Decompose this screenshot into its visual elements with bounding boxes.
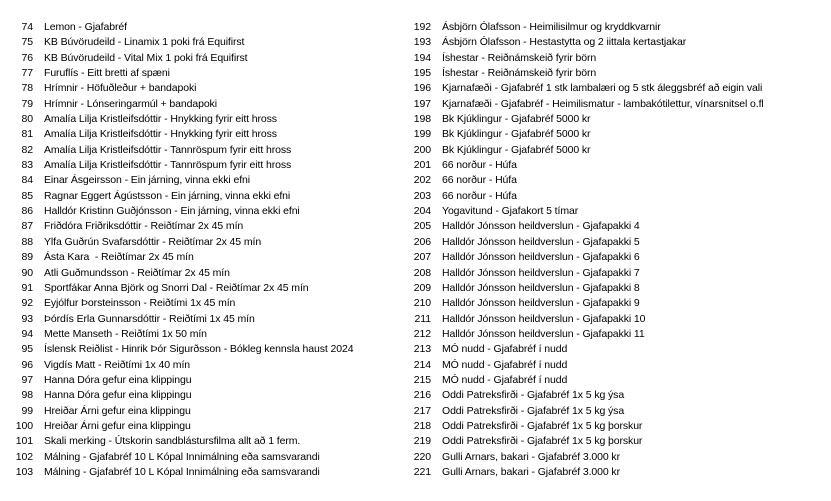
item-number: 77 [21,67,33,80]
list-item [0,112,354,127]
item-number: 192 [413,21,431,33]
item-text: MÓ nudd - Gjafabréf í nudd [442,343,568,356]
list-item [398,189,764,204]
item-text: Vigdís Matt - Reiðtími 1x 40 mín [44,358,190,371]
item-text: Skali merking - Útskorin sandblástursfilma allt að 1 ferm. [44,435,301,448]
list-item [0,51,354,66]
list-item [0,127,354,142]
item-number: 99 [21,404,33,417]
item-text: Halldór Jónsson heildverslun - Gjafapakki 11 [442,327,645,340]
list-item [0,266,354,281]
item-text: Íshestar - Reiðnámskeið fyrir börn [442,67,597,80]
list-item [0,204,354,219]
item-text: KB Búvörudeild - Linamix 1 poki frá Equifirst [44,36,245,49]
item-number: 217 [413,404,431,417]
item-text: Amalía Lilja Kristleifsdóttir - Tannröspum fyrir eitt hross [44,159,292,172]
item-text: Oddi Patreksfirði - Gjafabréf 1x 5 kg þorskur [442,435,643,448]
list-item [398,112,764,127]
list-item [398,204,764,219]
item-text: Ásta Kara - Reiðtímar 2x 45 mín [44,251,194,264]
item-number: 216 [413,389,431,402]
list-item [398,81,764,96]
item-number: 80 [21,113,33,126]
item-number: 219 [413,435,431,448]
list-item [0,342,354,357]
list-item [0,158,354,173]
list-item [398,20,764,35]
item-number: 83 [21,159,33,172]
list-item [398,219,764,234]
list-item [398,434,764,449]
item-number: 210 [413,297,431,310]
item-text: Mette Manseth - Reiðtími 1x 50 mín [44,327,207,340]
list-item [398,158,764,173]
list-item [0,20,354,35]
list-item [0,66,354,81]
item-number: 84 [21,174,33,187]
list-column-right [398,20,764,480]
item-text: Halldór Kristinn Guðjónsson - Ein járning, vinna ekki efni [44,205,300,218]
item-text: Friðdóra Friðriksdóttir - Reiðtímar 2x 45 mín [44,220,244,233]
item-number: 92 [21,297,33,310]
list-item [398,419,764,434]
list-item [0,388,354,403]
item-text: Lemon - Gjafabréf [44,21,127,33]
list-column-left [0,20,354,480]
list-item [398,404,764,419]
item-text: Ásbjörn Ólafsson - Heimilisilmur og kryddkvarnir [442,21,661,33]
list-item [0,97,354,112]
item-text: Ragnar Eggert Ágústsson - Ein járning, vinna ekki efni [44,189,291,202]
list-item [0,35,354,50]
list-item [398,388,764,403]
item-text: Íslensk Reiðlist - Hinrik Þór Sigurðsson - Bókleg kennsla haust 2024 [44,343,354,356]
item-text: Hanna Dóra gefur eina klippingu [44,389,192,402]
item-text: Halldór Jónsson heildverslun - Gjafapakki 8 [442,281,640,294]
item-number: 86 [21,205,33,218]
item-number: 203 [413,189,431,202]
item-text: Ásbjörn Ólafsson - Hestastytta og 2 iittala kertastjakar [442,36,687,49]
list-item [398,342,764,357]
item-text: Hreiðar Árni gefur eina klippingu [44,404,191,417]
item-text: Yogavitund - Gjafakort 5 tímar [442,205,579,218]
list-item [398,450,764,465]
list-item [0,173,354,188]
item-number: 202 [413,174,431,187]
item-number: 193 [413,36,431,49]
list-item [0,250,354,265]
list-item [398,312,764,327]
item-text: Halldór Jónsson heildverslun - Gjafapakki 9 [442,297,640,310]
list-item [0,296,354,311]
item-number: 91 [21,281,33,294]
list-item [398,35,764,50]
item-text: Halldór Jónsson heildverslun - Gjafapakki 6 [442,251,640,264]
list-item [0,358,354,373]
item-number: 76 [21,51,33,64]
item-number: 218 [413,419,431,432]
item-text: KB Búvörudeild - Vital Mix 1 poki frá Equifirst [44,51,248,64]
list-item [398,296,764,311]
item-text: Málning - Gjafabréf 10 L Kópal Innimálning eða samsvarandi [44,450,320,463]
list-item [0,373,354,388]
item-number: 208 [413,266,431,279]
item-text: Atli Guðmundsson - Reiðtímar 2x 45 mín [44,266,230,279]
item-number: 195 [413,67,431,80]
item-text: Oddi Patreksfirði - Gjafabréf 1x 5 kg þorskur [442,419,643,432]
list-item [0,81,354,96]
item-number: 90 [21,266,33,279]
list-item [398,97,764,112]
item-number: 212 [413,327,431,340]
item-number: 206 [413,235,431,248]
item-text: Hreiðar Árni gefur eina klippingu [44,419,191,432]
item-text: Sportfákar Anna Björk og Snorri Dal - Reiðtímar 2x 45 mín [44,281,309,294]
list-item [398,235,764,250]
item-text: Oddi Patreksfirði - Gjafabréf 1x 5 kg ýsa [442,404,625,417]
list-item [0,189,354,204]
item-number: 211 [414,312,431,325]
item-number: 102 [15,450,33,463]
item-number: 215 [413,373,431,386]
item-text: Ylfa Guðrún Svafarsdóttir - Reiðtímar 2x 45 mín [44,235,262,248]
item-number: 204 [413,205,431,218]
item-text: MÓ nudd - Gjafabréf í nudd [442,358,568,371]
item-text: Kjarnafæði - Gjafabréf - Heimilismatur - lambakótilettur, vínarsnitsel o.fl [442,97,764,110]
item-text: Bk Kjúklingur - Gjafabréf 5000 kr [442,113,591,126]
list-item [0,404,354,419]
item-number: 74 [21,21,33,33]
list-item [0,434,354,449]
item-text: 66 norður - Húfa [442,174,517,187]
item-number: 101 [15,435,33,448]
item-text: Kjarnafæði - Gjafabréf 1 stk lambalæri og 5 stk áleggsbréf að eigin vali [442,82,763,95]
item-number: 214 [413,358,431,371]
item-text: Furuflís - Eitt bretti af spæni [44,67,170,80]
item-text: Einar Ásgeirsson - Ein járning, vinna ekki efni [44,174,250,187]
list-item [398,266,764,281]
item-text: Málning - Gjafabréf 10 L Kópal Innimálning eða samsvarandi [44,465,320,478]
item-text: 66 norður - Húfa [442,189,517,202]
item-number: 198 [413,113,431,126]
item-text: Amalía Lilja Kristleifsdóttir - Hnykking fyrir eitt hross [44,113,277,126]
list-item [398,358,764,373]
list-item [0,312,354,327]
item-text: Hrímnir - Höfuðleður + bandapoki [44,82,197,95]
list-item [398,127,764,142]
item-number: 88 [21,235,33,248]
item-text: Íshestar - Reiðnámskeið fyrir börn [442,51,597,64]
list-item [398,66,764,81]
item-number: 201 [413,159,431,172]
item-text: Halldór Jónsson heildverslun - Gjafapakki 7 [442,266,640,279]
list-item [0,219,354,234]
item-number: 199 [413,128,431,141]
item-text: Amalía Lilja Kristleifsdóttir - Tannröspum fyrir eitt hross [44,143,292,156]
list-item [0,281,354,296]
item-number: 94 [21,327,33,340]
list-item [398,327,764,342]
item-text: Eyjólfur Þorsteinsson - Reiðtími 1x 45 mín [44,297,236,310]
item-number: 81 [21,128,33,141]
item-number: 100 [15,419,33,432]
item-number: 89 [21,251,33,264]
item-number: 75 [21,36,33,49]
item-text: Halldór Jónsson heildverslun - Gjafapakki 4 [442,220,640,233]
item-number: 220 [413,450,431,463]
item-number: 95 [21,343,33,356]
item-text: Gulli Arnars, bakari - Gjafabréf 3.000 kr [442,450,620,463]
item-text: Bk Kjúklingur - Gjafabréf 5000 kr [442,128,591,141]
list-item [398,173,764,188]
item-number: 98 [21,389,33,402]
item-text: Hrímnir - Lónseringarmúl + bandapoki [44,97,217,110]
item-number: 197 [413,97,431,110]
item-number: 96 [21,358,33,371]
item-text: Gulli Arnars, bakari - Gjafabréf 3.000 kr [442,465,620,478]
list-item [0,465,354,480]
list-item [398,250,764,265]
item-text: MÓ nudd - Gjafabréf í nudd [442,373,568,386]
list-item [398,143,764,158]
list-item [0,327,354,342]
item-text: Oddi Patreksfirði - Gjafabréf 1x 5 kg ýsa [442,389,625,402]
item-text: Þórdís Erla Gunnarsdóttir - Reiðtími 1x 45 mín [44,312,255,325]
item-number: 209 [413,281,431,294]
list-item [0,419,354,434]
item-number: 103 [15,465,33,478]
item-number: 207 [413,251,431,264]
item-number: 82 [21,143,33,156]
item-number: 78 [21,82,33,95]
list-item [0,450,354,465]
item-text: Hanna Dóra gefur eina klippingu [44,373,192,386]
item-text: 66 norður - Húfa [442,159,517,172]
item-number: 97 [21,373,33,386]
item-number: 87 [21,220,33,233]
item-number: 93 [21,312,33,325]
item-number: 196 [413,82,431,95]
list-item [398,281,764,296]
list-item [0,143,354,158]
item-number: 213 [413,343,431,356]
item-number: 200 [413,143,431,156]
item-number: 79 [21,97,33,110]
item-number: 85 [21,189,33,202]
item-number: 194 [413,51,431,64]
item-text: Amalía Lilja Kristleifsdóttir - Hnykking fyrir eitt hross [44,128,277,141]
item-text: Halldór Jónsson heildverslun - Gjafapakki 10 [442,312,646,325]
item-text: Bk Kjúklingur - Gjafabréf 5000 kr [442,143,591,156]
item-number: 205 [413,220,431,233]
list-item [398,465,764,480]
list-item [0,235,354,250]
list-item [398,373,764,388]
list-item [398,51,764,66]
item-number: 221 [413,465,431,478]
item-text: Halldór Jónsson heildverslun - Gjafapakki 5 [442,235,640,248]
